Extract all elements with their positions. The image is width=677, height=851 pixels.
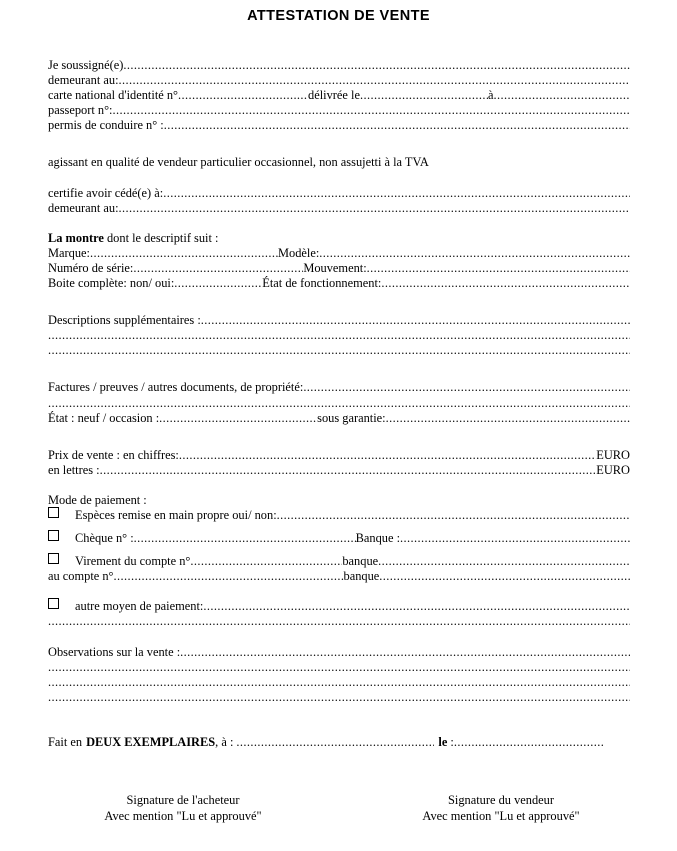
field-demeurant-acheteur[interactable] — [48, 201, 630, 216]
spacer — [48, 584, 630, 599]
field-label-marque: Marque: — [48, 245, 90, 260]
dotted-leader — [164, 118, 630, 133]
spacer — [48, 705, 630, 735]
signature-buyer — [58, 792, 308, 824]
field-observations[interactable] — [48, 645, 630, 660]
signature-block — [48, 792, 630, 824]
field-label-passeport: passeport n°: — [48, 103, 113, 118]
dotted-leader — [233, 735, 434, 750]
page-title: ATTESTATION DE VENTE — [247, 8, 430, 24]
dotted-leader — [174, 276, 262, 291]
dotted-leader — [119, 73, 630, 88]
payment-label-autre: autre moyen de paiement: — [75, 599, 204, 614]
closing-label-a: , à : — [215, 734, 234, 749]
spacer — [48, 216, 630, 231]
dotted-leader — [163, 186, 630, 201]
dotted-leader — [114, 569, 344, 584]
field-label-a: à — [487, 88, 494, 103]
field-marque-modele[interactable] — [48, 246, 630, 261]
checkbox-icon-autre[interactable] — [48, 598, 59, 609]
signature-seller-mention: Avec mention "Lu et approuvé" — [422, 809, 580, 823]
field-label-prix-chiffres: Prix de vente : en chiffres: — [48, 447, 179, 462]
currency-label-lettres: EURO — [596, 462, 630, 477]
payment-heading: Mode de paiement : — [48, 492, 147, 507]
field-je-soussigne[interactable] — [48, 58, 630, 73]
checkbox-icon-virement[interactable] — [48, 553, 59, 564]
field-label-descriptions: Descriptions supplémentaires : — [48, 313, 201, 328]
field-label-sous-garantie: sous garantie: — [317, 410, 386, 425]
dotted-leader — [319, 246, 630, 261]
dotted-leader — [178, 88, 308, 103]
field-autre-moyen-line-2[interactable] — [48, 614, 630, 629]
field-observations-line-2[interactable] — [48, 660, 630, 675]
closing-label-exemplaires: DEUX EXEMPLAIRES — [86, 734, 216, 749]
closing-label-le-colon: : — [450, 734, 454, 749]
field-prix-lettres[interactable] — [48, 463, 630, 478]
field-label-je-soussigne: Je soussigné(e) — [48, 58, 124, 72]
field-factures-preuves[interactable] — [48, 380, 630, 395]
field-descriptions-supplementaires[interactable] — [48, 313, 630, 328]
spacer — [48, 630, 630, 645]
payment-label-cheque: Chèque n° : — [75, 531, 134, 546]
field-boite-etat-fonctionnement[interactable] — [48, 276, 630, 291]
dotted-leader — [201, 313, 630, 328]
document-body — [48, 58, 630, 750]
field-label-cni: carte national d'identité n° — [48, 88, 179, 103]
field-etat-garantie[interactable] — [48, 411, 630, 426]
field-label-boite-complete: Boite complète: non/ oui: — [48, 276, 175, 291]
dotted-leader — [203, 599, 630, 614]
dotted-leader — [400, 531, 630, 546]
spacer — [48, 426, 630, 448]
spacer — [48, 133, 630, 155]
statement-qualite: agissant en qualité de vendeur particulier occasionnel, non assujetti à la TVA — [48, 155, 429, 170]
dotted-leader — [134, 531, 356, 546]
field-label-demeurant: demeurant au: — [48, 73, 119, 88]
dotted-leader — [190, 554, 342, 569]
field-label-observations: Observations sur la vente : — [48, 644, 181, 659]
field-factures-line-2[interactable] — [48, 396, 630, 411]
field-label-prix-lettres: en lettres : — [48, 462, 100, 477]
payment-option-cheque[interactable] — [48, 531, 630, 546]
spacer — [48, 546, 630, 554]
field-label-mouvement: Mouvement: — [303, 260, 367, 275]
dotted-leader — [454, 735, 604, 750]
spacer — [48, 478, 630, 493]
dotted-leader — [386, 411, 630, 426]
item-heading-rest: dont le descriptif suit : — [106, 230, 219, 245]
field-label-numero-serie: Numéro de série: — [48, 260, 134, 275]
field-certifie-cede[interactable] — [48, 186, 630, 201]
field-observations-line-3[interactable] — [48, 675, 630, 690]
closing-label-fait-en: Fait en — [48, 734, 83, 749]
field-label-delivree-le: délivrée le — [308, 88, 360, 103]
field-fait-en-deux-exemplaires[interactable] — [48, 735, 630, 750]
field-observations-line-4[interactable] — [48, 690, 630, 705]
field-label-etat-neuf-occasion: État : neuf / occasion : — [48, 410, 160, 425]
checkbox-icon-cheque[interactable] — [48, 530, 59, 541]
dotted-leader — [113, 103, 631, 118]
payment-label-virement: Virement du compte n° — [75, 554, 191, 569]
dotted-leader — [367, 261, 630, 276]
field-label-factures: Factures / preuves / autres documents, de propriété: — [48, 380, 304, 395]
field-descriptions-line-3[interactable] — [48, 343, 630, 358]
field-label-etat-fonctionnement: État de fonctionnement: — [262, 276, 382, 291]
currency-label-chiffres: EURO — [596, 447, 630, 462]
signature-seller-title: Signature du vendeur — [448, 793, 554, 807]
field-label-au-compte-banque: banque — [343, 569, 380, 584]
payment-option-autre[interactable] — [48, 599, 630, 614]
field-demeurant-vendeur[interactable] — [48, 73, 630, 88]
dotted-leader — [133, 261, 303, 276]
dotted-leader — [100, 463, 597, 478]
field-label-demeurant-acheteur: demeurant au: — [48, 200, 119, 215]
dotted-leader — [381, 276, 630, 291]
payment-label-especes: Espèces remise en main propre oui/ non: — [75, 507, 277, 522]
field-label-certifie: certifie avoir cédé(e) à: — [48, 185, 164, 200]
payment-option-especes[interactable] — [48, 508, 630, 523]
dotted-leader — [378, 554, 630, 569]
dotted-leader — [493, 88, 630, 103]
dotted-leader — [123, 58, 630, 73]
spacer — [48, 523, 630, 531]
payment-label-banque-cheque: Banque : — [355, 531, 401, 546]
field-permis-conduire[interactable] — [48, 118, 630, 133]
signature-seller — [376, 792, 626, 824]
item-heading — [48, 231, 630, 246]
payment-label-banque-virement: banque — [342, 554, 379, 569]
dotted-leader — [360, 88, 488, 103]
signature-buyer-title: Signature de l'acheteur — [126, 793, 240, 807]
field-descriptions-line-2[interactable] — [48, 328, 630, 343]
field-label-modele: Modèle: — [277, 245, 320, 260]
field-prix-chiffres[interactable] — [48, 448, 630, 463]
dotted-leader — [303, 380, 630, 395]
field-carte-identite[interactable] — [48, 88, 630, 103]
spacer — [48, 171, 630, 186]
spacer — [48, 291, 630, 313]
field-serie-mouvement[interactable] — [48, 261, 630, 276]
field-passeport[interactable] — [48, 103, 630, 118]
dotted-leader — [179, 448, 596, 463]
dotted-leader — [159, 411, 317, 426]
item-heading-bold: La montre — [48, 230, 104, 245]
dotted-leader — [119, 201, 630, 216]
field-label-au-compte: au compte n° — [48, 569, 114, 584]
dotted-leader — [379, 569, 630, 584]
payment-option-virement[interactable] — [48, 554, 630, 569]
signature-buyer-mention: Avec mention "Lu et approuvé" — [104, 809, 262, 823]
dotted-leader — [277, 508, 630, 523]
field-label-permis: permis de conduire n° : — [48, 118, 164, 133]
dotted-leader — [90, 246, 278, 261]
spacer — [48, 358, 630, 380]
checkbox-icon-especes[interactable] — [48, 507, 59, 518]
field-au-compte[interactable] — [48, 569, 630, 584]
closing-label-le: le — [438, 734, 448, 749]
dotted-leader — [180, 645, 630, 660]
